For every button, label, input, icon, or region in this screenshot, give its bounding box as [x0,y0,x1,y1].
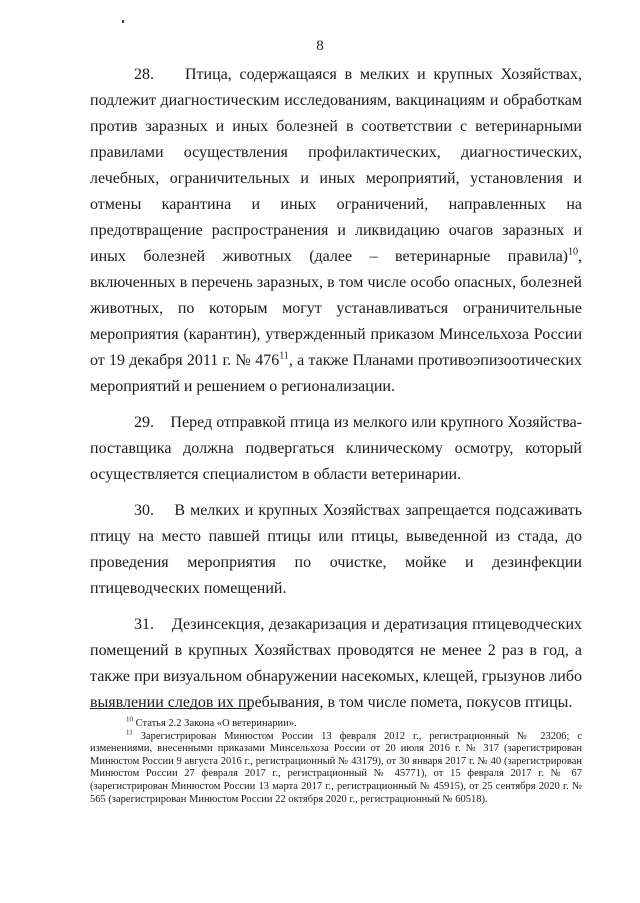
scan-mark [122,20,124,23]
footnote-11: $^{11}$ Зарегистрирован Минюстом России 13 февраля 2012 г., регистрационный № 23206; с изменениями, внесенными приказами Минсельхоза России от 20 июля 2016 г. № 317 (зарегистрирован Минюстом России 9 августа 2016 г., регистрационный № 43179), от 30 января 2017 г. № 40 (зарегистрирован Минюстом России 27 февраля 2017 г., регистрационный № 45771), от 15 февраля 2017 г. № 67 (зарегистрирован Минюстом России 13 марта 2017 г., регистрационный № 45915), от 25 сентября 2020 г. № 565 (зарегистрирован Минюстом России 22 октября 2020 г., регистрационный № 60518). [90,728,582,805]
footnotes [90,715,582,806]
paragraph-31: 31. Дезинсекция, дезакаризация и дератизация птицеводческих помещений в крупных Хозяйствах проводятся не менее 2 раз в год, а также при визуальном обнаружении насекомых, клещей, грызунов либо выявлении следов их пребывания, в том числе помета, покусов птицы. [90,616,582,711]
body-text [90,62,582,726]
paragraph-30: 30. В мелких и крупных Хозяйствах запрещается подсаживать птицу на место павшей птицы или птицы, выведенной из стада, до проведения мероприятия по очистке, мойке и дезинфекции птицеводческих помещений. [90,502,582,597]
paragraph-28: 28. Птица, содержащаяся в мелких и крупных Хозяйствах, подлежит диагностическим исследованиям, вакцинациям и обработкам против заразных и иных болезней в соответствии с ветеринарными правилами осуществления профилактических, диагностических, лечебных, ограничительных и иных мероприятий, установления и отмены карантина и иных ограничений, направленных на предотвращение распространения и ликвидацию очагов заразных и иных болезней животных (далее – ветеринарные правила)$^{10}$, включенных в перечень заразных, в том числе особо опасных, болезней животных, по которым могут устанавливаться ограничительные мероприятия (карантин), утвержденный приказом Минсельхоза России от 19 декабря 2011 г. № $476^{11}$, а также Планами противоэпизоотических мероприятий и решением о регионализации. [90,66,582,395]
paragraph-29: 29. Перед отправкой птица из мелкого или крупного Хозяйства-поставщика должна подвергаться клиническому осмотру, который осуществляется специалистом в области ветеринарии. [90,414,582,483]
footnote-10: $^{10}$ Статья 2.2 Закона «О ветеринарии». [126,715,297,729]
footnote-separator [90,708,252,709]
page-number: 8 [316,38,324,54]
